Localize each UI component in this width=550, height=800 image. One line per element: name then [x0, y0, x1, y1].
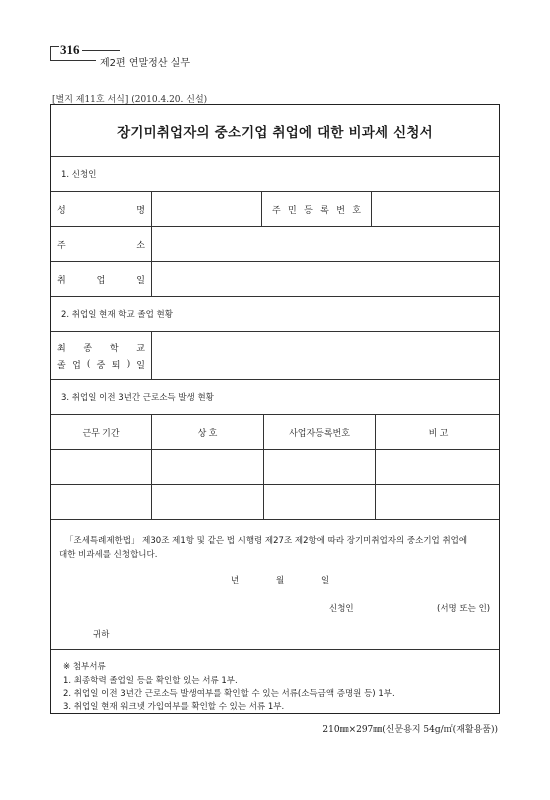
school-row — [51, 332, 499, 380]
signature-hint: (서명 또는 인) — [437, 604, 491, 614]
income-table-header — [51, 415, 499, 450]
form-title: 장기미취업자의 중소기업 취업에 대한 비과세 신청서 — [117, 124, 433, 141]
page-number: 316 — [60, 42, 80, 57]
address-field[interactable] — [151, 227, 501, 261]
part-title: 제2편 연말정산 실무 — [100, 58, 190, 69]
header-rule — [82, 50, 120, 51]
attachment-item: 2. 취업일 이전 3년간 근로소득 발생여부를 확인할 수 있는 서류(소득금액 증명원 등) 1부. — [63, 689, 395, 699]
recipient-label: 귀하 — [93, 630, 110, 640]
attachment-item: 1. 최종학력 졸업일 등을 확인할 있는 서류 1부. — [63, 676, 238, 686]
section3-row — [51, 380, 499, 415]
employment-date-label: 취 업 일 — [57, 274, 145, 285]
school-field[interactable] — [151, 332, 501, 379]
section1-title: 1. 신청인 — [61, 170, 97, 180]
section1-row — [51, 157, 499, 192]
table-row — [51, 450, 499, 485]
header-note: 비 고 — [375, 415, 501, 449]
section2-title: 2. 취업일 현재 학교 졸업 현황 — [61, 310, 173, 320]
header-period: 근무 기간 — [82, 427, 120, 438]
paper-spec: 210㎜×297㎜(신문용지 54g/㎡(재활용품)) — [322, 725, 498, 735]
applicant-label: 신청인 — [329, 604, 354, 614]
application-form — [50, 104, 500, 714]
table-cell-business-number[interactable] — [263, 450, 375, 484]
address-row — [51, 227, 499, 262]
header-underline — [50, 60, 96, 61]
name-label: 성 명 — [57, 204, 145, 215]
declaration-line2: 대한 비과세를 신청합니다. — [59, 550, 158, 560]
attachment-item: 3. 취업일 현재 워크넷 가입여부를 확인할 수 있는 서류 1부. — [63, 702, 285, 712]
section2-row — [51, 297, 499, 332]
header-business-number: 사업자등록번호 — [263, 415, 375, 449]
rrn-field[interactable] — [371, 192, 501, 226]
page-header — [0, 0, 550, 80]
declaration-block — [51, 520, 499, 650]
attachments-title: ※ 첨부서류 — [63, 662, 106, 672]
table-cell-note[interactable] — [375, 450, 501, 484]
table-row — [51, 485, 499, 520]
employment-date-field[interactable] — [151, 262, 501, 296]
date-year: 년 — [231, 576, 240, 586]
employment-date-row — [51, 262, 499, 297]
name-field[interactable] — [151, 192, 261, 226]
date-month: 월 — [276, 576, 285, 586]
section3-title: 3. 취업일 이전 3년간 근로소득 발생 현황 — [61, 393, 214, 403]
table-cell-period[interactable] — [51, 450, 151, 484]
form-reference: [별지 제11호 서식] (2010.4.20. 신설) — [52, 95, 208, 105]
attachments-block — [51, 650, 499, 715]
rrn-label: 주 민 등 록 번 호 — [261, 192, 371, 226]
form-title-row — [51, 105, 499, 157]
table-cell-note[interactable] — [375, 485, 501, 519]
table-cell-company[interactable] — [151, 485, 263, 519]
name-row — [51, 192, 499, 227]
date-day: 일 — [321, 576, 330, 586]
header-bracket — [50, 46, 59, 61]
address-label: 주 소 — [57, 239, 145, 250]
declaration-line1: 「조세특례제한법」 제30조 제1항 및 같은 법 시행령 제27조 제2항에 따라 장기미취업자의 중소기업 취업에 — [65, 536, 468, 546]
table-cell-company[interactable] — [151, 450, 263, 484]
school-label: 최 종 학 교 졸 업 ( 중 퇴 ) 일 — [57, 342, 145, 370]
header-company: 상 호 — [151, 415, 263, 449]
table-cell-business-number[interactable] — [263, 485, 375, 519]
table-cell-period[interactable] — [51, 485, 151, 519]
